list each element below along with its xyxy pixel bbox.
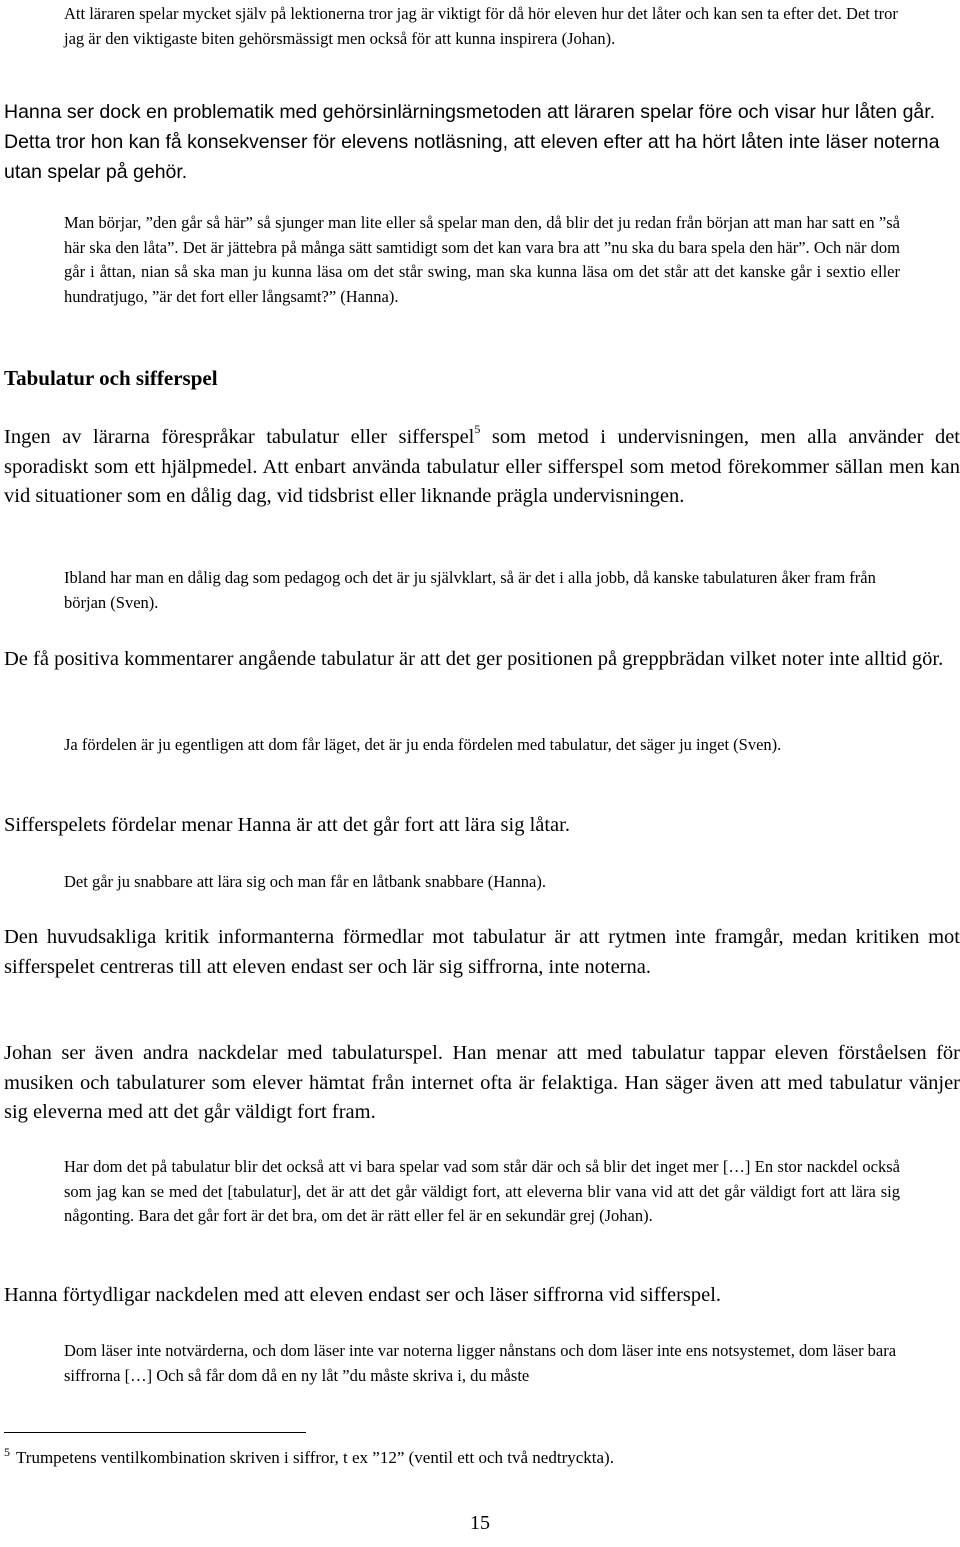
paragraph-johan-nackdelar: Johan ser även andra nackdelar med tabulaturspel. Han menar att med tabulatur tappar eleven förståelsen för musiken och tabulaturer som elever hämtat från internet ofta är felaktiga. Han säger även att med tabulatur vänjer sig eleverna med att det går väldigt fort fram.	[4, 1042, 960, 1123]
section-heading: Tabulatur och sifferspel	[4, 366, 218, 390]
quote-hanna-2: Det går ju snabbare att lära sig och man får en låtbank snabbare (Hanna).	[64, 872, 546, 891]
quote-hanna-1: Man börjar, ”den går så här” så sjunger man lite eller så spelar man den, då blir det ju redan från början att man har satt en ”så här ska den låta”. Det är jättebra på många sätt samtidigt som det kan vara bra att ”nu ska du bara spela den här”. Och när dom går i åttan, nian så ska man ju kunna läsa om det står swing, man ska kunna läsa om det står att det kanske går i sextio eller hundratjugo, ”är det fort eller långsamt?” (Hanna).	[64, 213, 900, 306]
paragraph-sifferspel-fordelar: Sifferspelets fördelar menar Hanna är att det går fort att lära sig låtar.	[4, 814, 570, 836]
footnote-reference: 5	[474, 422, 481, 437]
quote-johan-2: Har dom det på tabulatur blir det också att vi bara spelar vad som står där och så blir det inget mer […] En stor nackdel också som jag kan se med det [tabulatur], det är att det går väldigt fort, att eleverna blir vana vid att det går väldigt fort att lära sig någonting. Bara det går fort är det bra, om det är rätt eller fel är en sekundär grej (Johan).	[64, 1157, 900, 1225]
paragraph-text-part1: Ingen av lärarna förespråkar tabulatur eller sifferspel	[4, 426, 475, 448]
paragraph-positive: De få positiva kommentarer angående tabulatur är att det ger positionen på greppbrädan vilket noter inte alltid gör.	[4, 648, 944, 670]
paragraph-kritik: Den huvudsakliga kritik informanterna förmedlar mot tabulatur är att rytmen inte framgår, medan kritiken mot sifferspelet centreras till att eleven endast ser och lär sig siffrorna, inte noterna.	[4, 926, 960, 978]
quote-johan-1: Att läraren spelar mycket själv på lektionerna tror jag är viktigt för då hör eleven hur det låter och kan sen ta efter det. Det tror jag är den viktigaste biten gehörsmässigt men också för att kunna inspirera (Johan).	[64, 4, 898, 48]
footnote-divider	[4, 1432, 306, 1433]
page-number: 15	[470, 1512, 490, 1534]
quote-sven-2: Ja fördelen är ju egentligen att dom får läget, det är ju enda fördelen med tabulatur, det säger ju inget (Sven).	[64, 735, 782, 754]
quote-hanna-3: Dom läser inte notvärderna, och dom läser inte var noterna ligger nånstans och dom läser inte ens notsystemet, dom läser bara siffrorna […] Och så får dom då en ny låt ”du måste skriva i, du måste	[64, 1341, 897, 1385]
quote-sven-1: Ibland har man en dålig dag som pedagog och det är ju självklart, så är det i alla jobb, då kanske tabulaturen åker fram från början (Sven).	[64, 568, 876, 612]
footnote-text: Trumpetens ventilkombination skriven i siffror, t ex ”12” (ventil ett och två nedtryckta).	[16, 1448, 614, 1467]
paragraph-tabulatur-intro	[4, 423, 960, 512]
paragraph-hanna-problem: Hanna ser dock en problematik med gehörsinlärningsmetoden att läraren spelar före och visar hur låten går. Detta tror hon kan få konsekvenser för elevens notläsning, att eleven efter att ha hört låten inte läser noterna utan spelar på gehör.	[4, 101, 940, 183]
paragraph-hanna-nackdel: Hanna förtydligar nackdelen med att eleven endast ser och läser siffrorna vid sifferspel.	[4, 1284, 722, 1306]
footnote	[4, 1445, 944, 1468]
paragraph-text-part2: som metod i undervisningen, men alla använder det sporadiskt som ett hjälpmedel. Att enbart använda tabulatur eller sifferspel som metod förekommer sällan men kan vid situationer som en dålig dag, vid tidsbrist eller liknande prägla undervisningen.	[4, 426, 960, 507]
footnote-number: 5	[4, 1445, 10, 1459]
